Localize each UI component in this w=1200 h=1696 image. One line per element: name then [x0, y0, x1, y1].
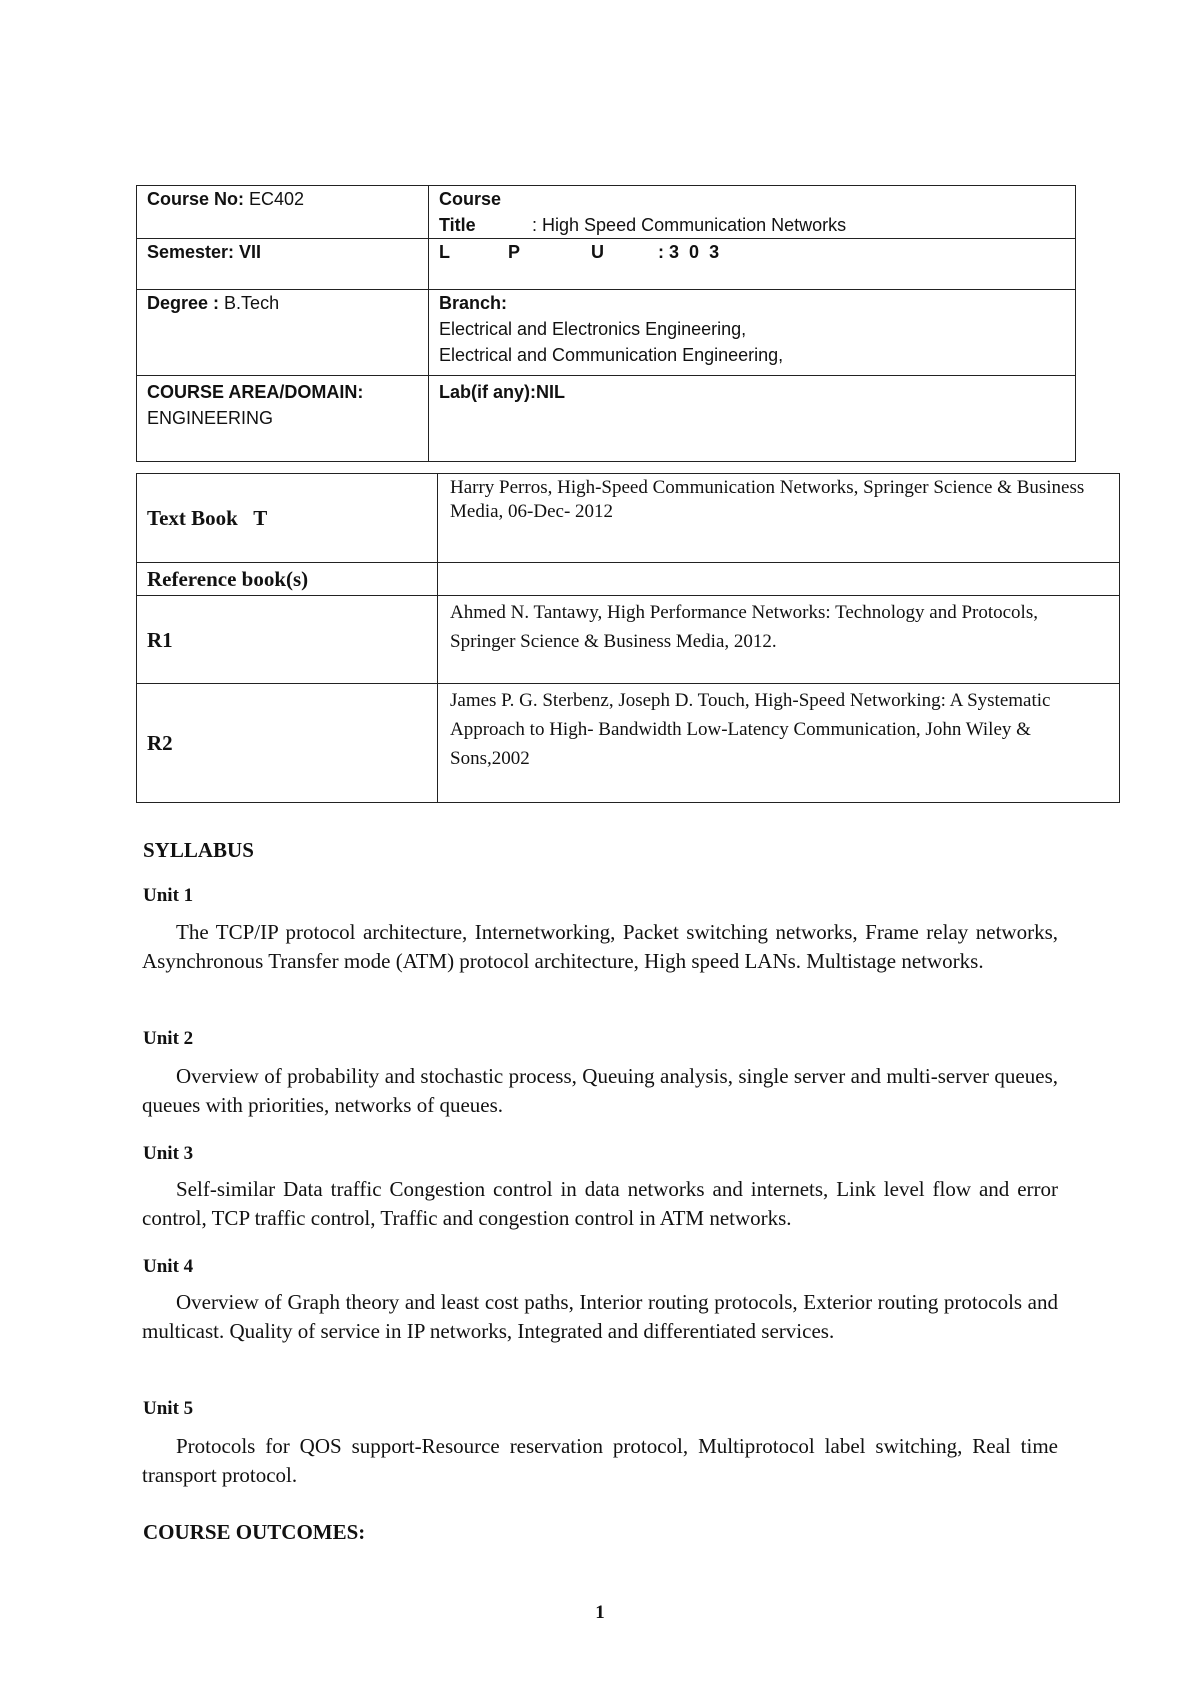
page-number: 1 [595, 1602, 605, 1623]
unit-2-title: Unit 2 [143, 1028, 194, 1049]
degree-row [137, 290, 1076, 376]
area-row [137, 376, 1076, 462]
area-label: COURSE AREA/DOMAIN: [147, 382, 364, 402]
course-info-table [136, 185, 1076, 462]
branch-label: Branch: [439, 293, 508, 313]
unit-5-text: Protocols for QOS support-Resource reservation protocol, Multiprotocol label switching, Real time transport protocol. [142, 1434, 1058, 1487]
course-no-label: Course No: [147, 189, 245, 209]
course-row [137, 186, 1076, 239]
r1-row [137, 596, 1120, 684]
unit-4-text: Overview of Graph theory and least cost paths, Interior routing protocols, Exterior routing protocols and multicast. Quality of service in IP networks, Integrated and differentiated services. [142, 1290, 1058, 1343]
unit-1-title: Unit 1 [143, 885, 194, 906]
unit-2-text: Overview of probability and stochastic process, Queuing analysis, single server and multi-server queues, queues with priorities, networks of queues. [142, 1064, 1058, 1117]
unit-1-text: The TCP/IP protocol architecture, Internetworking, Packet switching networks, Frame relay networks, Asynchronous Transfer mode (ATM) protocol architecture, High speed LANs. Multistage networks. [142, 920, 1058, 973]
lpu-cell [429, 239, 1076, 290]
unit-4-title: Unit 4 [143, 1256, 194, 1277]
degree-cell [137, 290, 429, 376]
course-no-value: EC402 [249, 189, 305, 209]
textbook-label: Text Book T [137, 474, 438, 563]
degree-label: Degree : [147, 293, 220, 313]
branch-line-2: Electrical and Communication Engineering, [439, 345, 784, 365]
area-value: ENGINEERING [147, 408, 274, 428]
books-table [136, 473, 1120, 803]
semester-row [137, 239, 1076, 290]
r2-value: James P. G. Sterbenz, Joseph D. Touch, High-Speed Networking: A Systematic Approach to High- Bandwidth Low-Latency Communication, John Wiley & Sons,2002 [438, 684, 1120, 803]
course-outcomes-heading: COURSE OUTCOMES: [143, 1520, 366, 1544]
branch-line-1: Electrical and Electronics Engineering, [439, 319, 747, 339]
course-title-cell [429, 186, 1076, 239]
unit-5-title: Unit 5 [143, 1398, 194, 1419]
textbook-row [137, 474, 1120, 563]
degree-value: B.Tech [224, 293, 280, 313]
lpu-l: L [439, 242, 450, 262]
reference-empty-cell [438, 563, 1120, 596]
r1-value: Ahmed N. Tantawy, High Performance Networks: Technology and Protocols, Springer Science & Business Media, 2012. [438, 596, 1120, 684]
r2-row [137, 684, 1120, 803]
lpu-value: : 3 0 3 [658, 242, 720, 262]
syllabus-heading: SYLLABUS [143, 838, 254, 862]
r2-label: R2 [137, 684, 438, 803]
semester-cell: Semester: VII [137, 239, 429, 290]
course-title-value: : High Speed Communication Networks [532, 215, 847, 235]
course-title-label: Course Title [439, 189, 502, 235]
r1-label: R1 [137, 596, 438, 684]
reference-row [137, 563, 1120, 596]
textbook-value: Harry Perros, High-Speed Communication Networks, Springer Science & Business Media, 06-Dec- 2012 [438, 474, 1120, 563]
lpu-u: U [591, 242, 605, 262]
unit-3-title: Unit 3 [143, 1143, 194, 1164]
unit-3-text: Self-similar Data traffic Congestion control in data networks and internets, Link level flow and error control, TCP traffic control, Traffic and congestion control in ATM networks. [142, 1177, 1058, 1230]
lpu-p: P [508, 242, 521, 262]
reference-label: Reference book(s) [137, 563, 438, 596]
branch-cell [429, 290, 1076, 376]
lab-cell: Lab(if any):NIL [429, 376, 1076, 462]
course-no-cell [137, 186, 429, 239]
area-cell [137, 376, 429, 462]
